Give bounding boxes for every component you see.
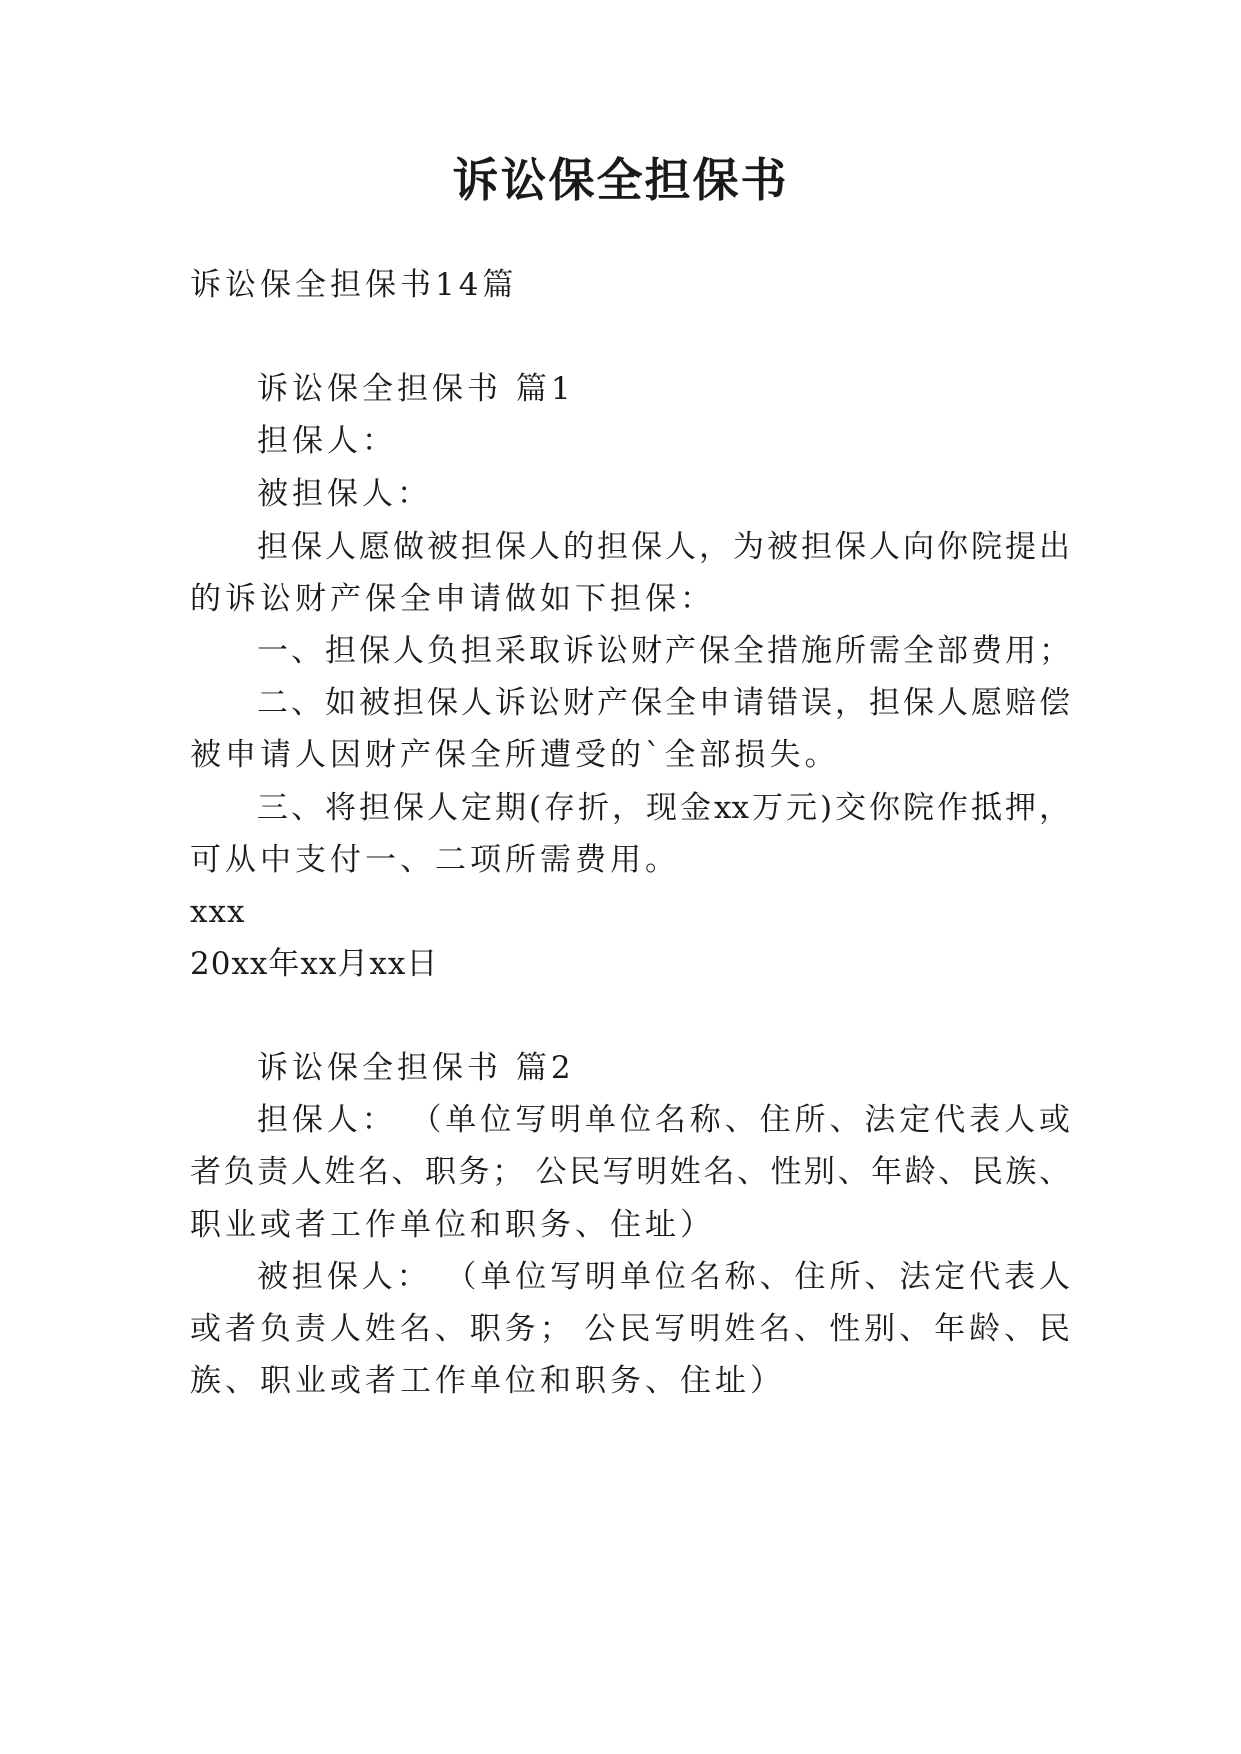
section1-guarantor: 担保人：: [257, 423, 397, 459]
section2-guaranteed-line2: 或者负责人姓名、职务； 公民写明姓名、性别、年龄、民: [190, 1311, 1070, 1347]
section2-guaranteed-line1: 被担保人： （单位写明单位名称、住所、法定代表人: [257, 1259, 1070, 1295]
section2-guaranteed-line3: 族、职业或者工作单位和职务、住址）: [190, 1363, 785, 1399]
section1-intro-line2: 的诉讼财产保全申请做如下担保：: [190, 581, 715, 617]
section1-guaranteed: 被担保人：: [257, 476, 432, 512]
section2-guarantor-line1: 担保人： （单位写明单位名称、住所、法定代表人或: [257, 1102, 1070, 1138]
section1-item3-line1: 三、将担保人定期(存折，现金xx万元)交你院作抵押，: [257, 790, 1070, 826]
section2-guarantor-line3: 职业或者工作单位和职务、住址）: [190, 1207, 715, 1243]
section1-intro-line1: 担保人愿做被担保人的担保人，为被担保人向你院提出: [257, 529, 1070, 565]
section1-item3-line2: 可从中支付一、二项所需费用。: [190, 842, 680, 878]
section1-heading: 诉讼保全担保书 篇1: [257, 371, 575, 407]
section2-guarantor-line2: 者负责人姓名、职务； 公民写明姓名、性别、年龄、民族、: [190, 1154, 1070, 1190]
section1-item2-line1: 二、如被担保人诉讼财产保全申请错误，担保人愿赔偿: [257, 685, 1070, 721]
section1-date: 20xx年xx月xx日: [190, 946, 439, 982]
document-title: 诉讼保全担保书: [452, 153, 789, 207]
section1-item1: 一、担保人负担采取诉讼财产保全措施所需全部费用；: [257, 633, 1070, 669]
section1-item2-line2: 被申请人因财产保全所遭受的`全部损失。: [190, 737, 840, 773]
section1-signature: xxx: [190, 894, 246, 930]
section2-heading: 诉讼保全担保书 篇2: [257, 1050, 575, 1086]
document-subtitle: 诉讼保全担保书14篇: [190, 267, 518, 303]
